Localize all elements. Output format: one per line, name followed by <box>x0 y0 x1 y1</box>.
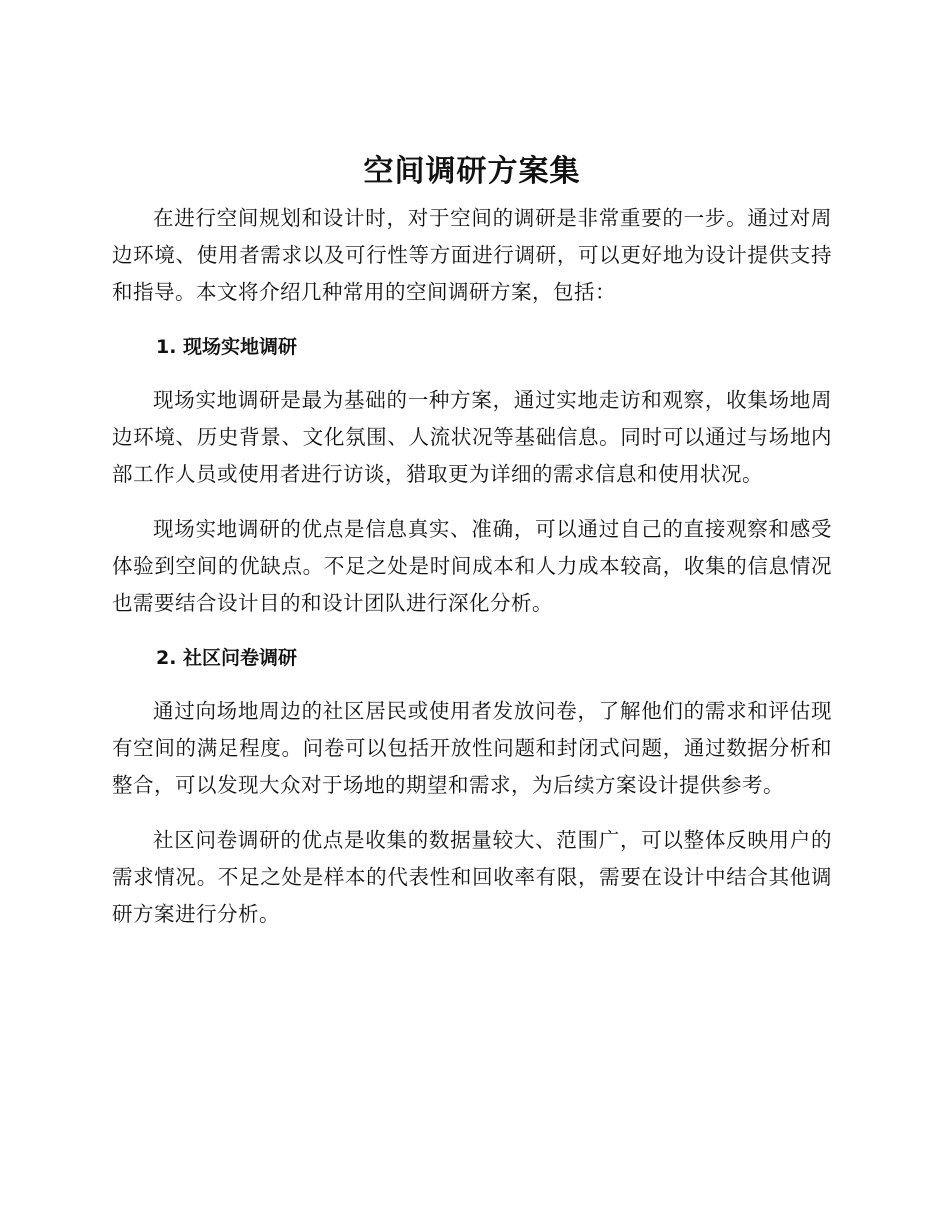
body-paragraph: 现场实地调研是最为基础的一种方案，通过实地走访和观察，收集场地周边环境、历史背景、文化氛围、人流状况等基础信息。同时可以通过与场地内部工作人员或使用者进行访谈，猎取更为详细的需求信息和使用状况。 <box>112 388 832 486</box>
body-paragraph: 社区问卷调研的优点是收集的数据量较大、范围广，可以整体反映用户的需求情况。不足之处是样本的代表性和回收率有限，需要在设计中结合其他调研方案进行分析。 <box>112 828 832 926</box>
page-title: 空间调研方案集 <box>363 154 581 189</box>
section-heading: 1. 现场实地调研 <box>156 336 298 358</box>
intro-paragraph: 在进行空间规划和设计时，对于空间的调研是非常重要的一步。通过对周边环境、使用者需求以及可行性等方面进行调研，可以更好地为设计提供支持和指导。本文将介绍几种常用的空间调研方案，包括： <box>112 206 832 304</box>
document-page <box>112 150 832 951</box>
section-heading: 2. 社区问卷调研 <box>156 647 298 669</box>
body-paragraph: 现场实地调研的优点是信息真实、准确，可以通过自己的直接观察和感受体验到空间的优缺点。不足之处是时间成本和人力成本较高，收集的信息情况也需要结合设计目的和设计团队进行深化分析。 <box>112 517 832 615</box>
section-site-survey <box>112 329 832 622</box>
section-questionnaire <box>112 640 832 933</box>
body-paragraph: 通过向场地周边的社区居民或使用者发放问卷，了解他们的需求和评估现有空间的满足程度。问卷可以包括开放性问题和封闭式问题，通过数据分析和整合，可以发现大众对于场地的期望和需求，为后续方案设计提供参考。 <box>112 699 832 797</box>
